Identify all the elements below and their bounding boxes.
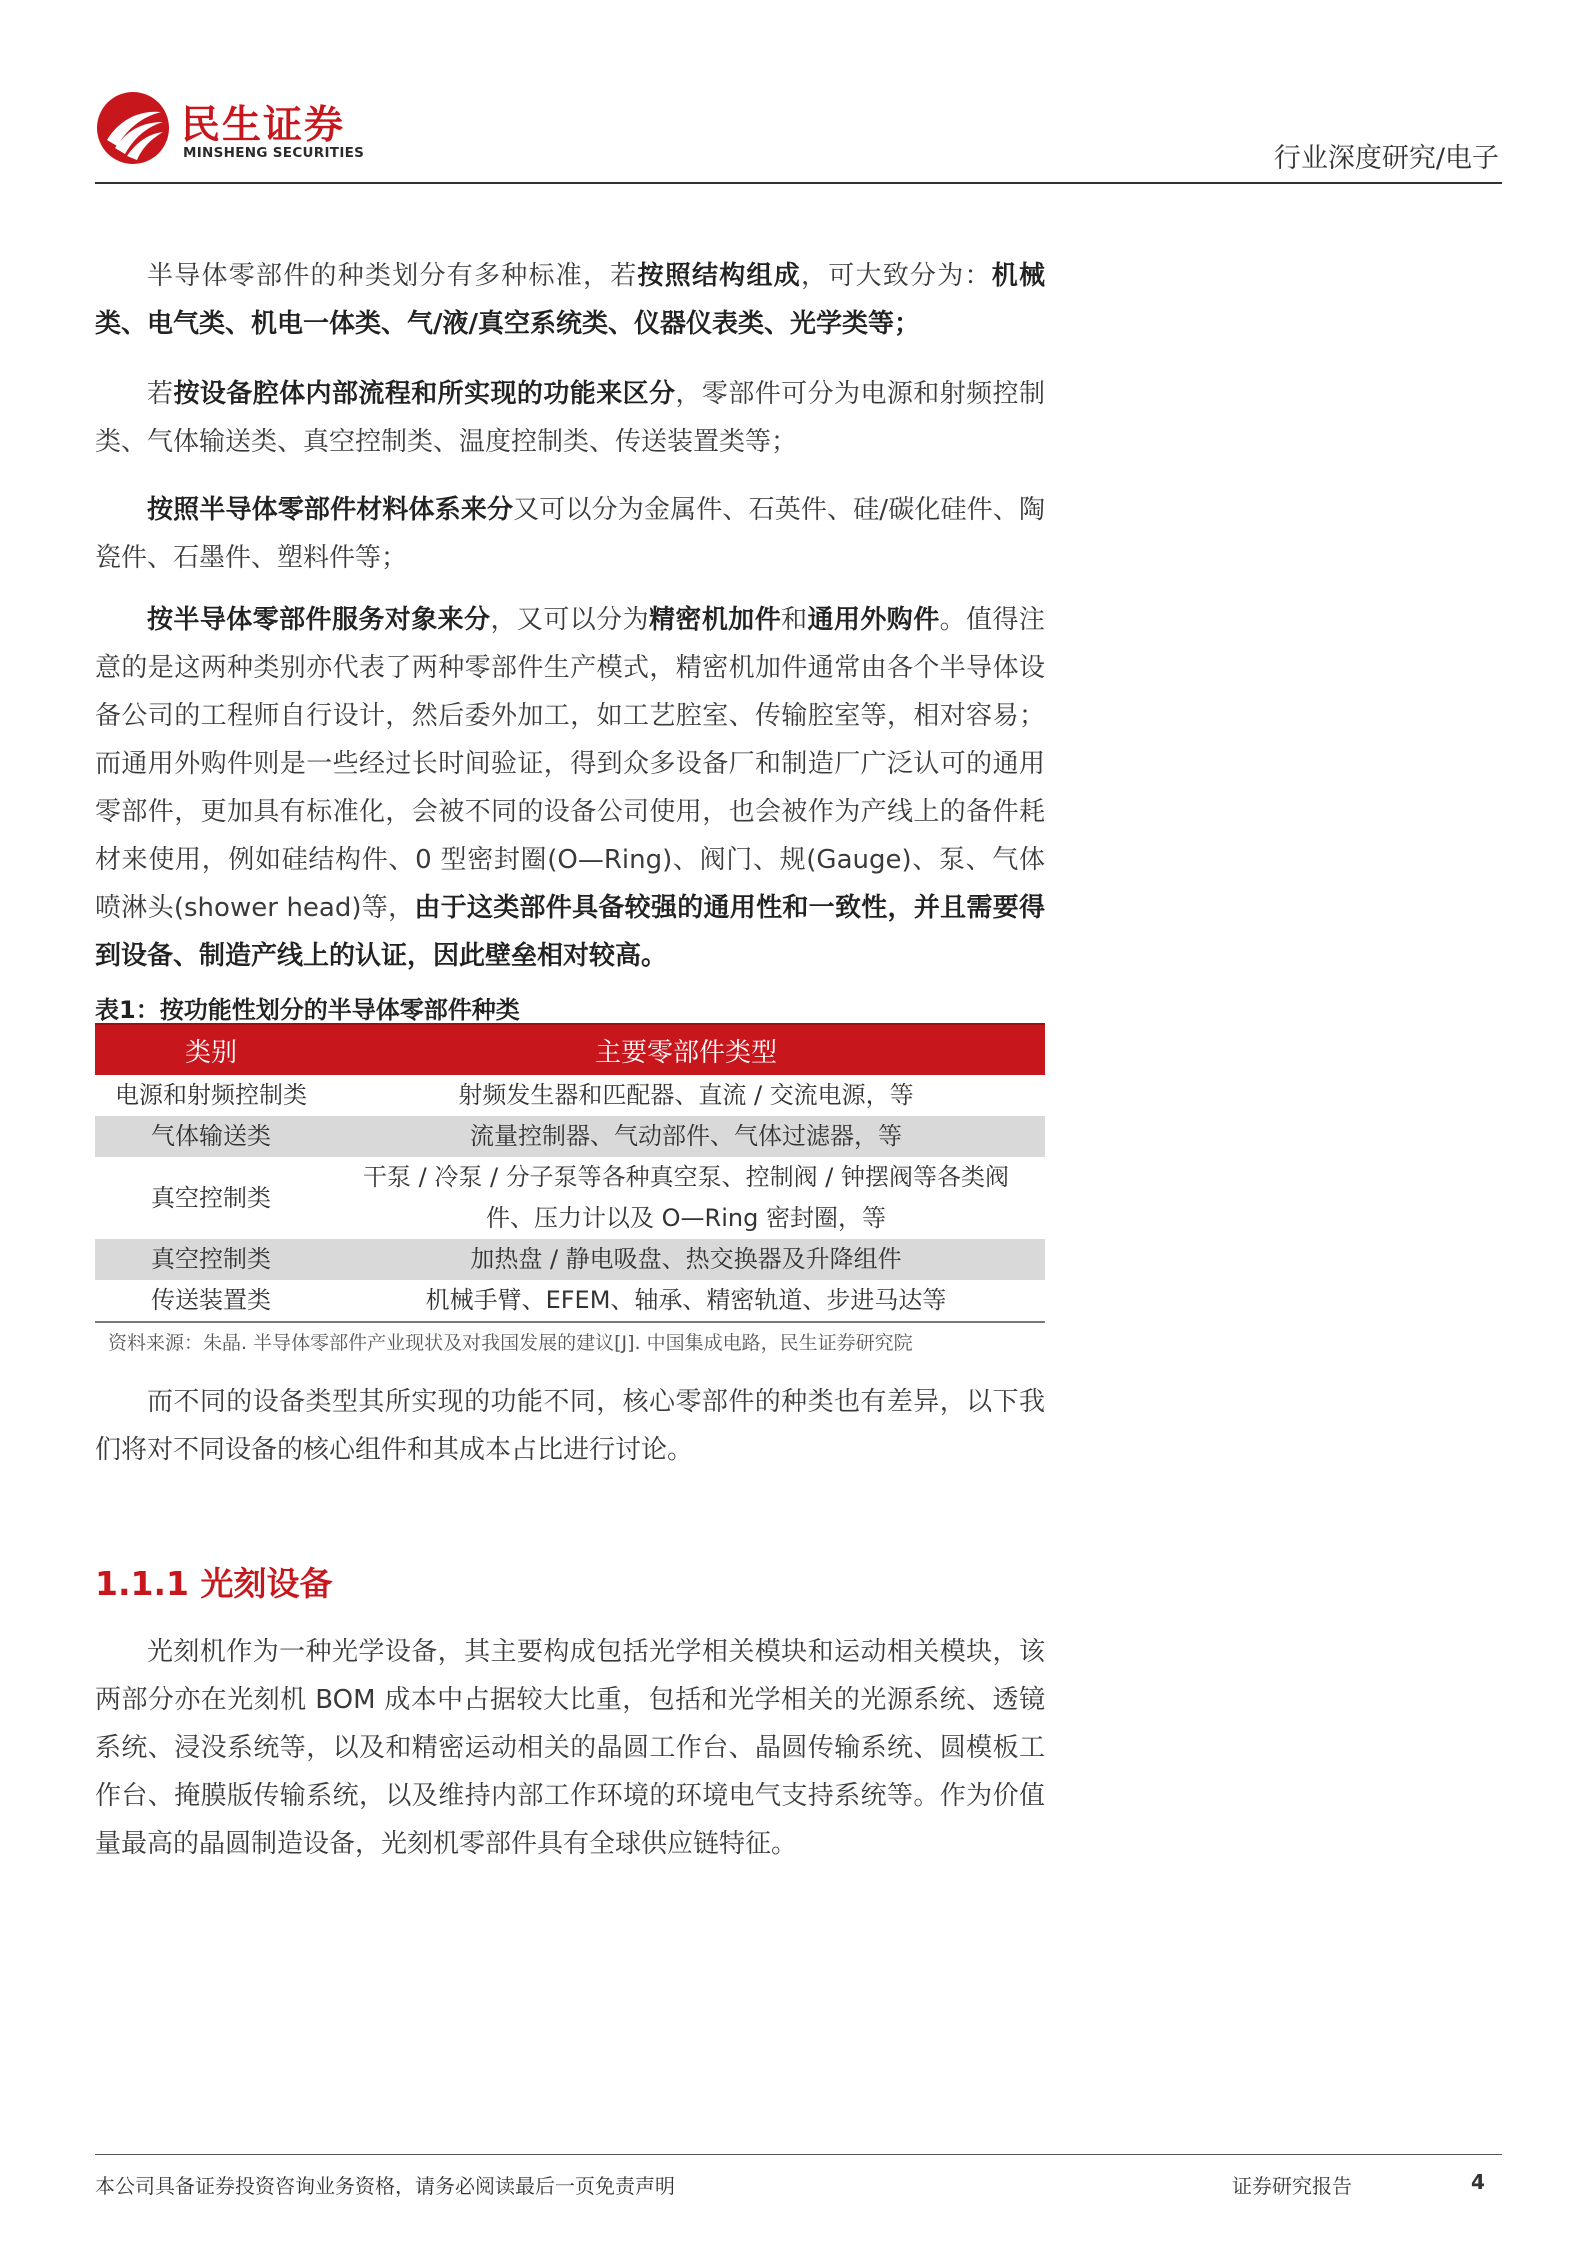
- logo-english-name: MINSHENG SECURITIES: [183, 145, 365, 161]
- p4-bold-2: 精密机加件: [649, 605, 782, 635]
- p4-bold-3: 通用外购件: [807, 605, 940, 635]
- table-cell-types: 流量控制器、气动部件、气体过滤器，等: [327, 1116, 1045, 1157]
- table-cell-types: 加热盘 / 静电吸盘、热交换器及升降组件: [327, 1239, 1045, 1280]
- paragraph-service-classification: [95, 596, 1045, 980]
- p4-text-1: ，又可以分为: [490, 605, 650, 635]
- table-cell-category: 电源和射频控制类: [115, 1081, 307, 1109]
- p2-bold-b: 按设备腔体内部流程和所实现的功能来区分: [173, 379, 676, 409]
- p4-text-3: 。值得注意的是这两种类别亦代表了两种零部件生产模式，精密机加件通常由各个半导体设备公司的工程师自行设计，然后委外加工，如工艺腔室、传输腔室等，相对容易；而通用外购件则是一些经过长时间验证，得到众多设备厂和制造厂广泛认可的通用零部件，更加具有标准化，会被不同的设备公司使用，也会被作为产线上的备件耗材来使用，例如硅结构件、0 型密封圈(O—Ring)、阀门、规(Gauge)、泵、气体喷淋头(shower head)等，: [95, 605, 1045, 923]
- p3-text-c: 又可以分为金属件、石英件、硅/碳化硅件、陶瓷件、石墨件、塑料件等；: [95, 495, 1045, 573]
- table-cell-category: 气体输送类: [95, 1116, 327, 1157]
- table-cell-types: 射频发生器和匹配器、直流 / 交流电源，等: [458, 1081, 914, 1109]
- p4-text-2: 和: [781, 605, 808, 635]
- paragraph-function-classification: [95, 370, 1045, 466]
- component-types-table: [95, 1023, 1045, 1323]
- p2-text-c: ，零部件可分为电源和射频控制类、气体输送类、真空控制类、温度控制类、传送装置类等；: [95, 379, 1045, 457]
- footer-disclaimer: 本公司具备证券投资咨询业务资格，请务必阅读最后一页免责声明: [95, 2174, 675, 2198]
- table-row: [95, 1116, 1045, 1157]
- p4-bold-1: 按半导体零部件服务对象来分: [147, 605, 491, 635]
- table-cell-category: 真空控制类: [95, 1239, 327, 1280]
- table-row: [95, 1280, 1045, 1322]
- table-cell-category: 传送装置类: [95, 1280, 327, 1322]
- table-header-types: 主要零部件类型: [327, 1024, 1045, 1075]
- p1-bold-b: 按照结构组成: [637, 261, 801, 291]
- table-row: [95, 1157, 1045, 1239]
- section-heading: 1.1.1 光刻设备: [95, 1564, 333, 1603]
- p1-bold-d: 机械类、电气类、机电一体类、气/液/真空系统类、仪器仪表类、光学类等；: [95, 261, 1045, 339]
- p4-bold-4: 由于这类部件具备较强的通用性和一致性，并且需要得到设备、制造产线上的认证，因此壁垒相对较高。: [95, 893, 1045, 971]
- p6-text: 光刻机作为一种光学设备，其主要构成包括光学相关模块和运动相关模块，该两部分亦在光刻机 BOM 成本中占据较大比重，包括和光学相关的光源系统、透镜系统、浸没系统等，以及和精密运动相关的晶圆工作台、晶圆传输系统、圆模板工作台、掩膜版传输系统，以及维持内部工作环境的环境电气支持系统等。作为价值量最高的晶圆制造设备，光刻机零部件具有全球供应链特征。: [95, 1637, 1045, 1859]
- footer-divider: [95, 2154, 1502, 2155]
- report-category: 行业深度研究/电子: [1273, 143, 1499, 174]
- header-divider: [95, 182, 1502, 184]
- minsheng-logo-icon: [95, 90, 171, 166]
- table-row: [95, 1075, 1045, 1116]
- p3-bold-b: 按照半导体零部件材料体系来分: [147, 495, 514, 525]
- table-source-note: 资料来源：朱晶. 半导体零部件产业现状及对我国发展的建议[J]. 中国集成电路，民生证券研究院: [108, 1332, 913, 1354]
- table-header-row: [95, 1024, 1045, 1075]
- logo-chinese-name: 民生证券: [181, 103, 346, 148]
- p1-text-c: ，可大致分为：: [800, 261, 992, 291]
- table-header-category: 类别: [95, 1024, 327, 1075]
- table-cell-types: 干泵 / 冷泵 / 分子泵等各种真空泵、控制阀 / 钟摆阀等各类阀件、压力计以及 O—Ring 密封圈，等: [362, 1163, 1010, 1232]
- company-logo: [95, 90, 395, 170]
- table-row: [95, 1239, 1045, 1280]
- footer-report-type: 证券研究报告: [1232, 2174, 1352, 2198]
- p5-text: 而不同的设备类型其所实现的功能不同，核心零部件的种类也有差异，以下我们将对不同设备的核心组件和其成本占比进行讨论。: [95, 1387, 1045, 1465]
- page-number: 4: [1471, 2170, 1485, 2194]
- p1-text-a: 半导体零部件的种类划分有多种标准，若: [147, 261, 638, 291]
- table-cell-types: 机械手臂、EFEM、轴承、精密轨道、步进马达等: [327, 1280, 1045, 1322]
- table-title: 表1：按功能性划分的半导体零部件种类: [95, 996, 520, 1024]
- p2-text-a: 若: [147, 379, 174, 409]
- paragraph-transition: [95, 1378, 1045, 1474]
- paragraph-lithography: [95, 1628, 1045, 1868]
- table-cell-category: 真空控制类: [151, 1183, 271, 1212]
- paragraph-structure-classification: [95, 252, 1045, 348]
- paragraph-material-classification: [95, 486, 1045, 582]
